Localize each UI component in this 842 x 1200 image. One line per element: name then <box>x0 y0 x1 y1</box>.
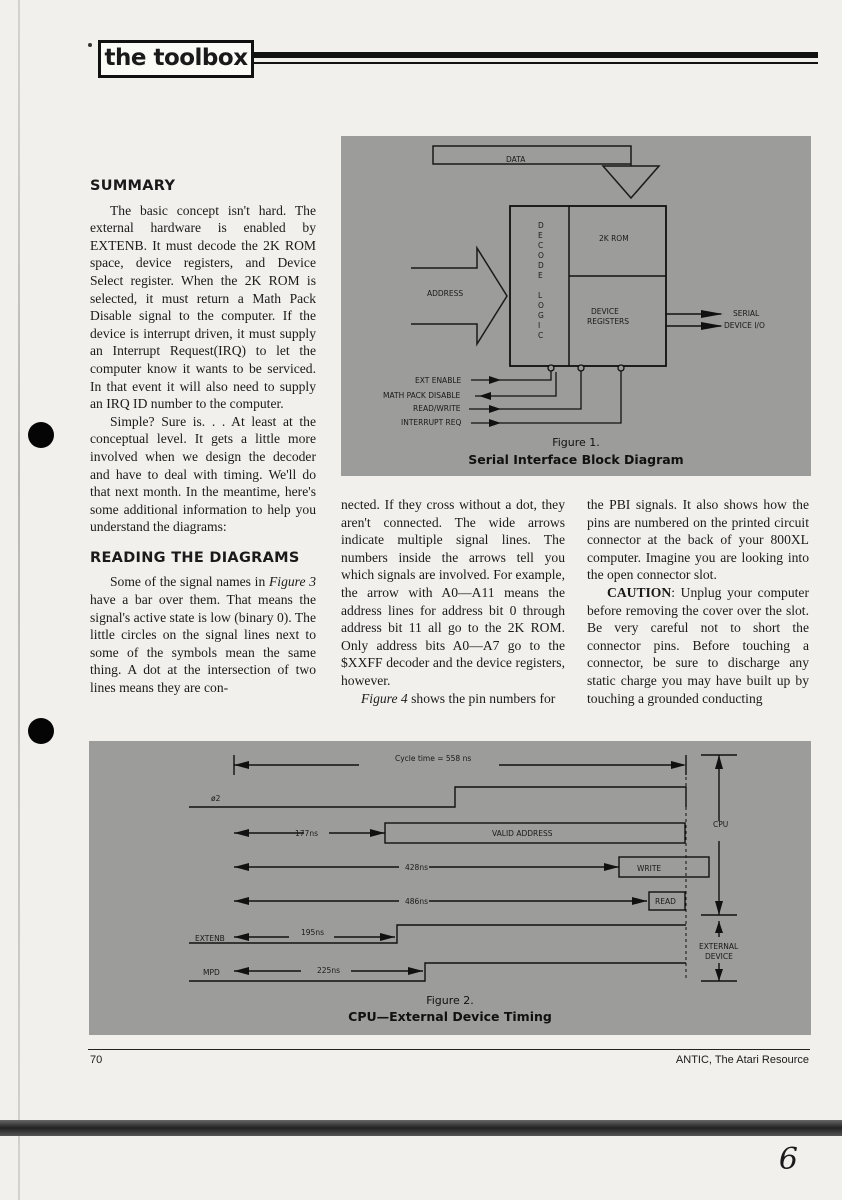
svg-text:I: I <box>538 321 541 330</box>
decode-logic-label <box>538 221 544 340</box>
reading-heading: READING THE DIAGRAMS <box>90 549 300 566</box>
figure-2-caption-number: Figure 2. <box>426 994 474 1007</box>
figure-4-reference: Figure 4 <box>361 690 408 706</box>
device-registers-label-1: DEVICE <box>591 307 619 316</box>
device-registers-label-2: REGISTERS <box>587 317 630 326</box>
right-paragraph-1: the PBI signals. It also shows how the pins are numbered on the printed circuit connector at the back of your 800XL computer. Imagine you are looking into the open connector slot. <box>587 497 809 583</box>
svg-text:L: L <box>538 291 543 300</box>
t195-label: 195ns <box>301 928 324 937</box>
serial-label-2: DEVICE I/O <box>724 321 765 330</box>
figure-2-timing-diagram <box>89 741 811 1035</box>
external-device-label-2: DEVICE <box>705 952 733 961</box>
read-write-label: READ/WRITE <box>413 404 461 413</box>
svg-text:D: D <box>538 261 544 270</box>
t225-label: 225ns <box>317 966 340 975</box>
header-title: the toolbox <box>104 45 248 71</box>
page-bottom-edge <box>0 1120 842 1136</box>
data-arrow <box>433 146 659 198</box>
caution-label: CAUTION <box>607 584 672 600</box>
read-label: READ <box>655 897 676 906</box>
t177-label: 177ns <box>295 829 318 838</box>
summary-paragraph-2: Simple? Sure is. . . At least at the conceptual level. It gets a little more involved when we design the decoder and have to deal with timing. We'll do that next month. In the meantime, here's some additional information to help you understand the diagrams: <box>90 413 316 535</box>
svg-text:E: E <box>538 231 543 240</box>
math-pack-label: MATH PACK DISABLE <box>383 391 461 400</box>
phi2-label: ø2 <box>211 794 221 803</box>
ext-enable-label: EXT ENABLE <box>415 376 462 385</box>
rom-label: 2K ROM <box>599 234 629 243</box>
header-rule-thin <box>252 62 818 64</box>
svg-text:E: E <box>538 271 543 280</box>
header-dot <box>88 43 92 47</box>
reading-paragraph-1: Some of the signal names in Figure 3 have a bar over them. That means the signal's active state is low (binary 0). The little circles on the signal lines next to some of the symbols mean the same thing. A dot at the intersection of two lines means they are con- <box>90 574 316 696</box>
extenb-label: EXTENB <box>195 934 225 943</box>
binder-edge <box>18 0 20 1200</box>
serial-label-1: SERIAL <box>733 309 760 318</box>
svg-text:O: O <box>538 301 544 310</box>
header-rule <box>252 52 818 58</box>
figure-1-caption-number: Figure 1. <box>552 436 600 449</box>
handwritten-page-mark: 6 <box>778 1142 798 1177</box>
irq-label: INTERRUPT REQ <box>401 418 462 427</box>
cycle-time-label: Cycle time = 558 ns <box>395 754 472 763</box>
figure-2 <box>89 741 811 1035</box>
header-box <box>98 40 254 78</box>
right-column <box>587 496 809 707</box>
middle-column <box>341 496 565 707</box>
svg-text:O: O <box>538 251 544 260</box>
figure-1 <box>341 136 811 476</box>
caution-paragraph: CAUTION: Unplug your computer before removing the cover over the slot. Be very careful not to short the connector pins. Before touching a connector, be sure to discharge any static charge you may have built up by touching a grounded conducting <box>587 584 809 706</box>
middle-paragraph-1: nected. If they cross without a dot, they aren't connected. The wide arrows indicate multiple signal lines. The numbers inside the arrows tell you which signals are involved. For example, the arrow with A0—A11 means the address lines for address bit 0 through address bit 11 all go to the 2K ROM. Only address bits A0—A7 go to the $XXFF decoder and the device registers, however. <box>341 497 565 688</box>
valid-address-label: VALID ADDRESS <box>492 829 553 838</box>
summary-heading: SUMMARY <box>90 178 176 194</box>
cpu-label: CPU <box>713 820 729 829</box>
write-label: WRITE <box>637 864 662 873</box>
binder-hole <box>28 718 54 744</box>
left-column <box>90 178 316 697</box>
figure-1-caption-title: Serial Interface Block Diagram <box>468 452 684 467</box>
middle-paragraph-2: Figure 4 shows the pin numbers for <box>361 690 556 706</box>
address-label: ADDRESS <box>427 289 464 298</box>
svg-text:C: C <box>538 241 544 250</box>
binder-hole <box>28 422 54 448</box>
data-label: DATA <box>506 155 526 164</box>
decoder-block <box>510 206 666 366</box>
external-device-label-1: EXTERNAL <box>699 942 739 951</box>
svg-text:G: G <box>538 311 544 320</box>
t486-label: 486ns <box>405 897 428 906</box>
page-number: 70 <box>90 1054 103 1066</box>
t428-label: 428ns <box>405 863 428 872</box>
publication-name: ANTIC, The Atari Resource <box>675 1054 809 1066</box>
figure-1-diagram <box>341 136 811 476</box>
figure-3-reference: Figure 3 <box>268 574 316 590</box>
mpd-label: MPD <box>203 968 220 977</box>
summary-paragraph-1: The basic concept isn't hard. The external hardware is enabled by EXTENB. It must decode the 2K ROM space, device registers, and Device Select register. When the 2K ROM is selected, it must return a Math Pack Disable signal to the computer. If the device is interrupt driven, it must supply an Interrupt Request(IRQ) to let the computer know it wants to be serviced. In that event it will also need to supply an IRQ ID number to the computer. <box>90 202 316 412</box>
svg-text:D: D <box>538 221 544 230</box>
svg-text:C: C <box>538 331 544 340</box>
footer-rule <box>88 1049 810 1050</box>
figure-2-caption-title: CPU—External Device Timing <box>348 1009 552 1024</box>
